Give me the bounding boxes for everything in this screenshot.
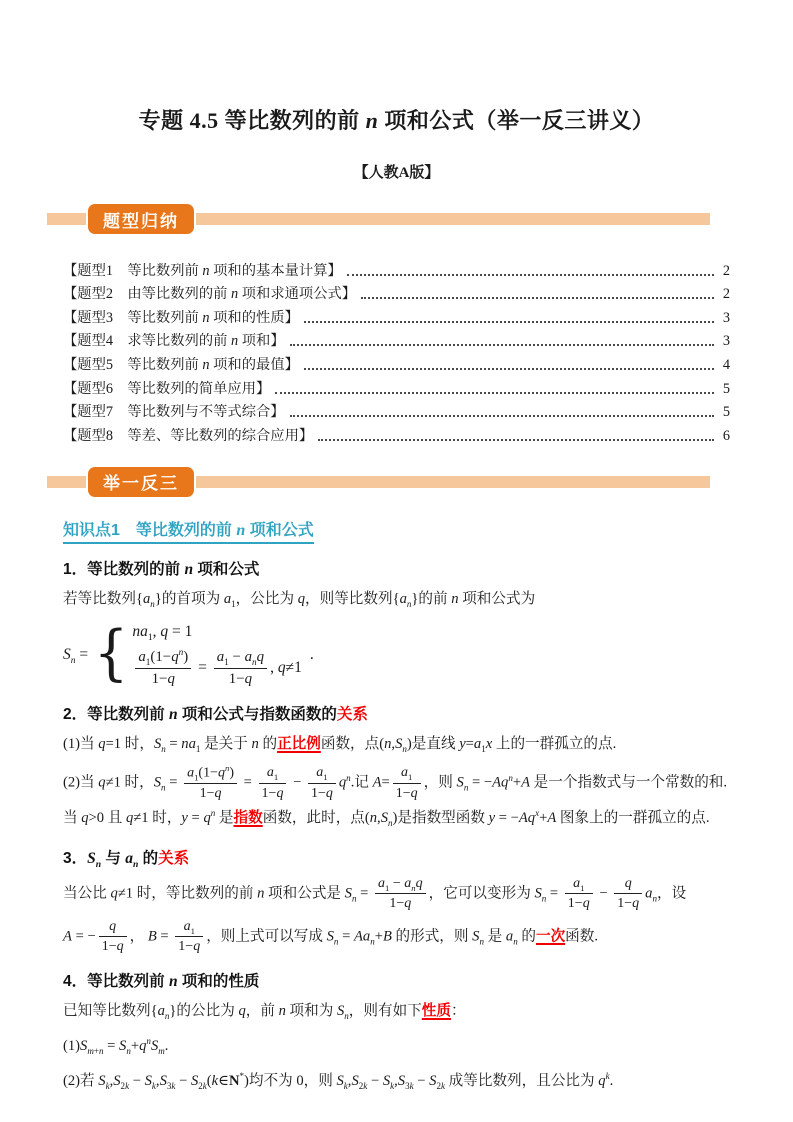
banner-badge: 举一反三 (86, 465, 196, 499)
toc-item-label: 【题型6 等比数列的简单应用】 (63, 380, 271, 397)
section-2-paragraph-2: (2)当 q≠1 时，$S_n$ = $\frac{a_1(1-q^n)}{1-q}$ = $\frac{a_1}{1-q}$ − $\frac{a_1}{1-q}$ $q^n$.记 A= $\frac{a_1}{1-q}$ ，则 $S_n = -Aq^n+A$ 是一个指数式与一个常数的和.当 q>0 且 q≠1 时，$y = q^n$ 是指数函数，此时，点$(n,S_n)$是指数型函数 $y = -Aq^x+A$ 图象上的一群孤立的点. (63, 762, 728, 828)
formula-lhs: $S_n$ = (63, 645, 89, 667)
fraction: $\frac{a_1(1-q^n)}{1-q}$ (135, 648, 191, 689)
section-4-title: 4．等比数列前 n 项和的性质 (63, 972, 260, 990)
banner-badge: 题型归纳 (86, 202, 196, 236)
toc-dot-leader (304, 368, 714, 370)
fraction: $\frac{a_1}{1-q}$ (175, 918, 203, 956)
page-title: 专题 4.5 等比数列的前 n 项和公式（举一反三讲义） (138, 108, 655, 133)
banner-topic-types (63, 202, 730, 236)
knowledge-point-title: 知识点1 等比数列的前 n 项和公式 (63, 517, 314, 544)
toc-dot-leader (304, 321, 714, 323)
section-2-title: 2．等比数列前 n 项和公式与指数函数的关系 (63, 705, 368, 723)
banner-practice (63, 465, 730, 499)
fraction: $\frac{q}{1-q}$ (614, 875, 642, 913)
toc-dot-leader (290, 344, 714, 346)
toc-dot-leader (318, 439, 714, 441)
toc-page-number: 3 (722, 309, 730, 326)
toc-item-label: 【题型7 等比数列与不等式综合】 (63, 404, 285, 421)
toc-page-number: 2 (722, 262, 730, 279)
left-brace-icon: { (94, 617, 129, 688)
toc-dot-leader (361, 297, 714, 299)
toc-item-label: 【题型5 等比数列前 n 项和的最值】 (63, 356, 299, 373)
toc-item (63, 374, 730, 398)
toc-item (63, 303, 730, 327)
fraction: $\frac{a_1}{1-q}$ (565, 875, 593, 913)
toc-dot-leader (275, 392, 714, 394)
section-3-title: 3．$S_n$ 与 $a_n$ 的关系 (63, 849, 190, 871)
knowledge-point-heading (63, 517, 730, 544)
section-1-paragraph: 若等比数列$\{a_n\}$的首项为 $a_1$，公比为 q，则等比数列$\{a_n\}$的前 n 项和公式为 (63, 590, 536, 609)
sn-cases-formula (63, 617, 730, 688)
section-3-paragraph-2: A = − $\frac{q}{1-q}$ ， B = $\frac{a_1}{1-q}$ ，则上式可以写成 $S_n = Aa_n+B$ 的形式，则 $S_n$ 是 $a_n$ 的一次函数. (63, 918, 599, 955)
toc-item (63, 398, 730, 422)
case-row-q-not-1: $\frac{a_1(1-q^n)}{1-q}$ = $\frac{a_1 - a_nq}{1-q}$ , q≠1 (132, 648, 301, 689)
fraction: $\frac{a_1(1-q^n)}{1-q}$ (184, 764, 237, 803)
toc-item (63, 350, 730, 374)
toc-page-number: 5 (722, 404, 730, 421)
fraction: $\frac{a_1}{1-q}$ (308, 764, 336, 802)
fraction: $\frac{a_1}{1-q}$ (259, 764, 287, 802)
toc-item (63, 421, 730, 445)
toc-page-number: 6 (722, 427, 730, 444)
edition-label: 【人教A版】 (353, 165, 440, 181)
toc-item (63, 256, 730, 280)
toc-item-label: 【题型8 等差、等比数列的综合应用】 (63, 427, 314, 444)
fraction: $\frac{a_1 - a_nq}{1-q}$ (375, 875, 426, 913)
section-1-title: 1．等比数列的前 n 项和公式 (63, 560, 260, 578)
toc-dot-leader (290, 415, 714, 417)
toc-item-label: 【题型3 等比数列前 n 项和的性质】 (63, 309, 299, 326)
section-4-paragraph-2: $(1)S_{m+n} = S_n+q^nS_m$. (63, 1036, 169, 1056)
toc-page-number: 5 (722, 380, 730, 397)
section-3-paragraph-1: 当公比 q≠1 时，等比数列的前 n 项和公式是 $S_n$ = $\frac{a_1 - a_nq}{1-q}$ ，它可以变形为 $S_n$ = $\frac{a_1}{1-q}$ − $\frac{q}{1-q}$ $a_n$，设 (63, 875, 687, 912)
section-4-paragraph-1: 已知等比数列$\{a_n\}$的公比为 q，前 n 项和为 $S_n$，则有如下性质： (63, 1002, 466, 1021)
section-2-paragraph-1: (1)当 q=1 时，$S_n = na_1$ 是关于 n 的正比例函数，点$(n,S_n)$是直线 $y=a_1x$ 上的一群孤立的点. (63, 735, 617, 754)
section-4-paragraph-3: (2)若 $S_k,S_{2k} - S_k,S_{3k}$ − $S_{2k}(k\in N^*)$均不为 0，则 $S_k,S_{2k} - S_k,S_{3k} - S_{2k}$ 成等比数列，且公比为 $q^k$. (63, 1071, 614, 1092)
cases-rows (132, 622, 301, 688)
case-row-q-equals-1: $na_1$, q = 1 (132, 623, 193, 644)
toc-page-number: 4 (722, 356, 730, 373)
toc-dot-leader (347, 274, 714, 276)
toc-page-number: 3 (722, 333, 730, 350)
toc-item-label: 【题型1 等比数列前 n 项和的基本量计算】 (63, 262, 342, 279)
toc-item (63, 280, 730, 304)
toc-item-label: 【题型4 求等比数列的前 n 项和】 (63, 333, 285, 350)
toc-item (63, 327, 730, 351)
fraction: $\frac{a_1 - a_nq}{1-q}$ (214, 648, 267, 689)
toc-item-label: 【题型2 由等比数列的前 n 项和求通项公式】 (63, 286, 357, 303)
toc-page-number: 2 (722, 286, 730, 303)
formula-period: . (309, 646, 314, 664)
table-of-contents (63, 256, 730, 445)
fraction: $\frac{a_1}{1-q}$ (393, 764, 421, 802)
fraction: $\frac{q}{1-q}$ (99, 918, 127, 956)
